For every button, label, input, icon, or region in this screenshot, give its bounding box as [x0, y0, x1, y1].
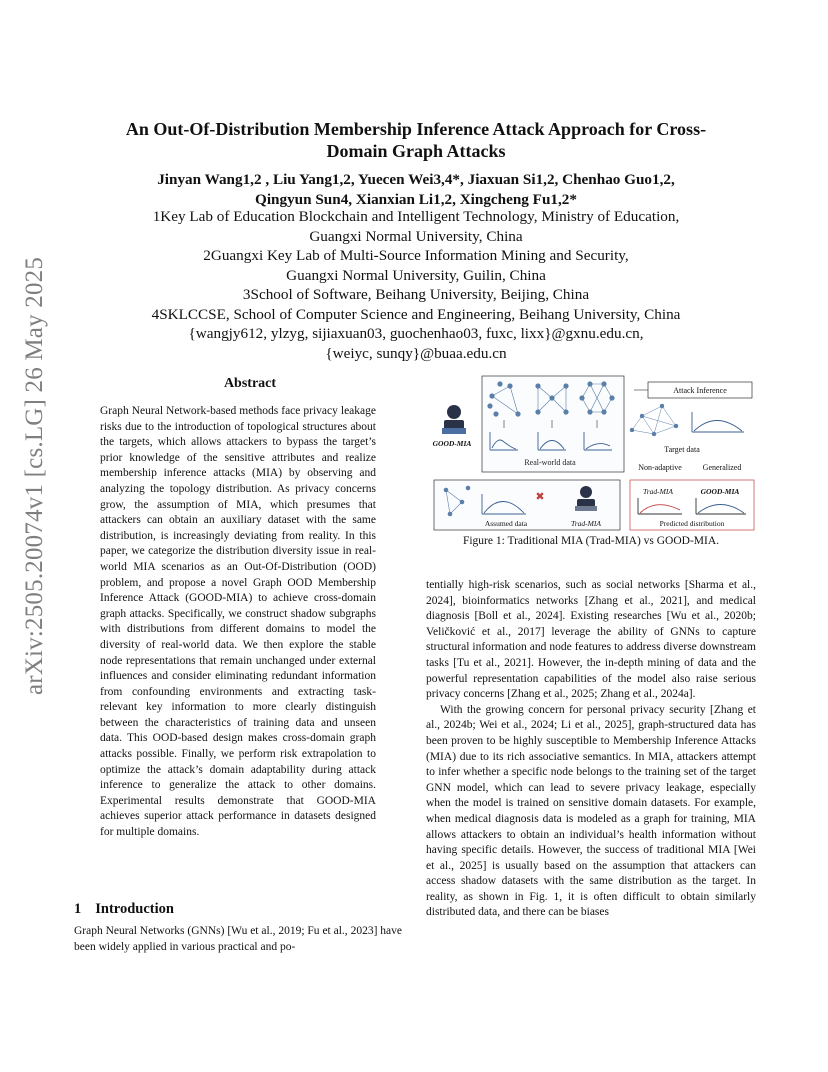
affiliation-line: 3School of Software, Beihang University, Beijing, China: [242, 286, 590, 303]
affiliation-line: 4SKLCCSE, School of Computer Science and Engineering, Beihang University, China: [151, 305, 681, 323]
arxiv-identifier: arXiv:2505.20074v1 [cs.LG] 26 May 2025: [21, 256, 48, 696]
cross-icon: ✖: [535, 491, 545, 503]
body-paragraph: tentially high-risk scenarios, such as social networks [Sharma et al., 2024], bioinformatics networks [Zhang et al., 2021], and medical diagnosis [Boll et al., 2024]. Existing researches [Wu et al., 2020b; Veličković et al., 2017] leverage the ability of GNNs to capture structural information and node features to address diverse downstream tasks [Tu et al., 2021]. However, the in-depth mining of data and the powerful representation capabilities of the model also raise serious privacy concerns [Zhang et al., 2025; Zhang et al., 2024a].: [426, 579, 756, 701]
affiliation-line: 1Key Lab of Education Blockchain and Intelligent Technology, Ministry of Education,: [152, 208, 680, 225]
trad-mia-label-2: Trad-MIA: [571, 519, 601, 528]
section-heading-introduction: [74, 901, 174, 918]
attack-inference-label: Attack Inference: [673, 386, 727, 395]
body-paragraph: With the growing concern for personal privacy security [Zhang et al., 2024b; Wei et al., 2024; Li et al., 2025], graph-structured data has been proven to be highly susceptible to Membership Inference Attacks (MIA) due to its rich associative semantics. In MIA, attackers attempt to infer whether a specific node belongs to the training set of the target GNN model, which can lead to severe privacy leakage, especially when the model is trained on sensitive domain datasets. For example, when medical diagnosis data is modeled as a graph for training, MIA allows attackers to obtain an individual’s health information without having specific details. However, the success of traditional MIA [Wei et al., 2025] is usually based on the assumption that attackers can access shadow datasets with the same distribution as the target. In reality, as shown in Fig. 1, it is often difficult to obtain similarly distributed data, and there can be biases: [426, 703, 756, 919]
affiliation-line: Guangxi Normal University, China: [309, 227, 523, 245]
author-line-1: Jinyan Wang1,2 , Liu Yang1,2, Yuecen Wei3,4*, Jiaxuan Si1,2, Chenhao Guo1,2,: [157, 171, 675, 188]
target-graph: [630, 404, 678, 436]
affiliations: [100, 207, 732, 363]
real-world-data-label: Real-world data: [524, 458, 576, 467]
email-line: {weiyc, sunqy}@buaa.edu.cn: [325, 344, 507, 362]
intro-paragraph: Graph Neural Networks (GNNs) [Wu et al., 2019; Fu et al., 2023] have been widely applied in various practical and po-: [74, 925, 402, 953]
abstract-heading: Abstract: [223, 376, 277, 391]
assumed-data-label: Assumed data: [484, 519, 528, 528]
hacker-icon: [442, 405, 466, 434]
figure-1-diagram: [426, 372, 756, 532]
abstract-paragraph: Graph Neural Network-based methods face privacy leakage risks due to the introduction of topological structures about the targets, which allows attackers to bypass the target’s prior knowledge of the sensitive attributes and realize membership inference attacks (MIA) by observing and analyzing the topology distribution. As privacy concerns grow, the assumption of MIA, which presumes that attackers can obtain an auxiliary dataset with the same distribution, is increasingly deviating from reality. In this paper, we categorize the distribution diversity issue in real-world MIA scenarios as an Out-Of-Distribution (OOD) problem, and propose a novel Graph OOD Membership Inference Attack (GOOD-MIA) to achieve cross-domain graph attacks. Specifically, we construct shadow subgraphs with distributions from different domains to model the diversity of real-world data. We then explore the stable node representations that remain unchanged under external influences and consider eliminating redundant information from confounding environments and extracting task-relevant key information to more clearly distinguish between the characteristics of training data and unseen data. This OOD-based design makes cross-domain graph attacks possible. Finally, we perform risk extrapolation to optimize the attack’s domain adaptability during attack inference to generalize the attack to other domains. Experimental results demonstrate that GOOD-MIA achieves superior attack performance in datasets designed for multiple domains.: [100, 405, 376, 839]
paper-title: An Out-Of-Distribution Membership Inference Attack Approach for Cross-Domain Graph Attacks: [125, 119, 707, 161]
author-list: [100, 170, 732, 210]
good-mia-label-2: GOOD-MIA: [700, 487, 740, 496]
abstract-body: [100, 404, 376, 841]
predicted-distribution-label: Predicted distribution: [659, 519, 725, 528]
email-line: {wangjy612, ylzyg, sijiaxuan03, guochenhao03, fuxc, lixx}@gxnu.edu.cn,: [188, 325, 644, 342]
affiliation-line: 2Guangxi Key Lab of Multi-Source Information Mining and Security,: [203, 247, 629, 264]
right-column-body: [426, 578, 756, 921]
figure-caption: Figure 1: Traditional MIA (Trad-MIA) vs GOOD-MIA.: [462, 535, 720, 547]
section-number: 1: [74, 901, 82, 917]
affiliation-line: Guangxi Normal University, Guilin, China: [286, 266, 546, 284]
non-adaptive-label: Non-adaptive: [638, 463, 682, 472]
target-data-label: Target data: [664, 445, 700, 454]
target-distribution: [692, 412, 744, 432]
trad-mia-label: Trad-MIA: [643, 487, 673, 496]
section-title: Introduction: [95, 901, 174, 917]
author-line-2: Qingyun Sun4, Xianxian Li1,2, Xingcheng Fu1,2*: [255, 191, 577, 208]
generalized-label: Generalized: [702, 463, 742, 472]
good-mia-label: GOOD-MIA: [432, 439, 472, 448]
introduction-body: [74, 924, 402, 955]
